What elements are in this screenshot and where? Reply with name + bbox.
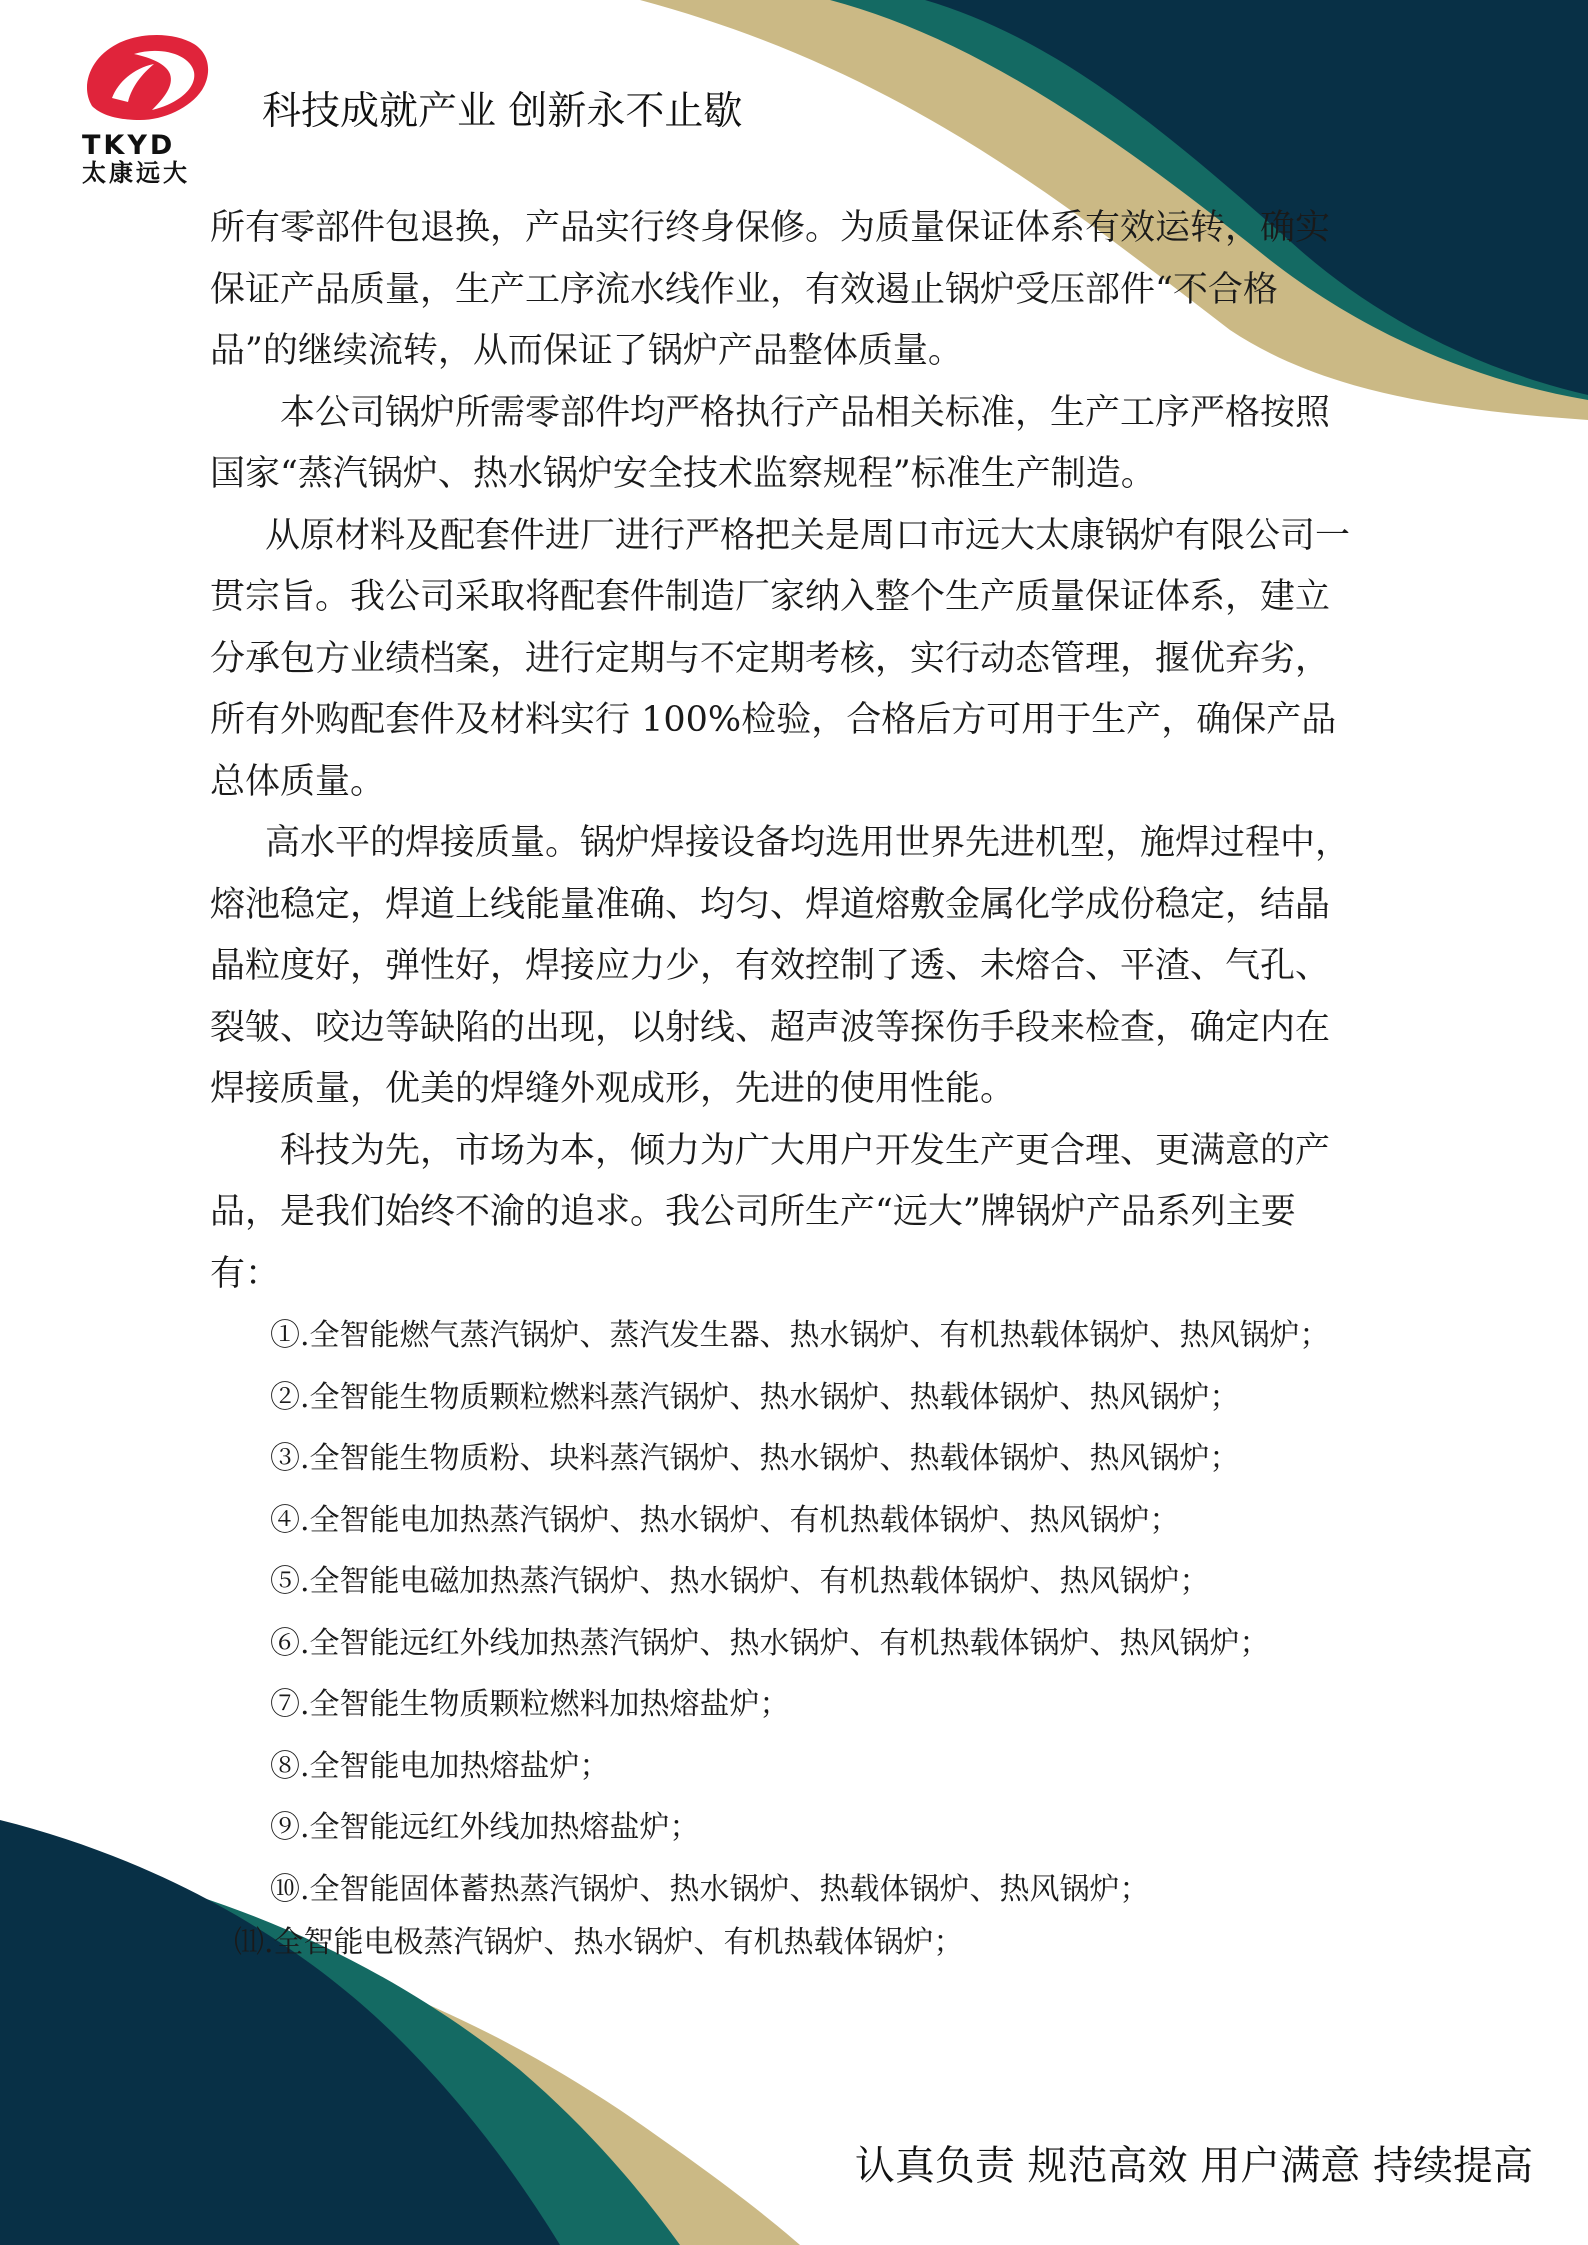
paragraph: 从原材料及配套件进厂进行严格把关是周口市远大太康锅炉有限公司一贯宗旨。我公司采取将配套件制造厂家纳入整个生产质量保证体系，建立分承包方业绩档案，进行定期与不定期考核，实行动态管理，揠优弃劣，所有外购配套件及材料实行 100%检验，合格后方可用于生产，确保产品总体质量。 bbox=[210, 515, 1351, 802]
list-item: ⑾.全智能电极蒸汽锅炉、热水锅炉、有机热载体锅炉； bbox=[234, 1925, 964, 1960]
list-item: ④.全智能电加热蒸汽锅炉、热水锅炉、有机热载体锅炉、热风锅炉； bbox=[270, 1502, 1180, 1538]
list-item: ⑩.全智能固体蓄热蒸汽锅炉、热水锅炉、热载体锅炉、热风锅炉； bbox=[270, 1871, 1150, 1907]
product-list bbox=[210, 1305, 1360, 1966]
company-logo bbox=[82, 28, 222, 188]
list-item: ⑨.全智能远红外线加热熔盐炉； bbox=[270, 1810, 700, 1845]
list-item: ⑥.全智能远红外线加热蒸汽锅炉、热水锅炉、有机热载体锅炉、热风锅炉； bbox=[270, 1625, 1270, 1661]
paragraph: 高水平的焊接质量。锅炉焊接设备均选用世界先进机型，施焊过程中，熔池稳定，焊道上线能量准确、均匀、焊道熔敷金属化学成份稳定，结晶晶粒度好，弹性好，焊接应力少，有效控制了透、未熔合、平渣、气孔、裂皱、咬边等缺陷的出现，以射线、超声波等探伤手段来检查，确定内在焊接质量，优美的焊缝外观成形，先进的使用性能。 bbox=[210, 823, 1351, 1109]
paragraph: 所有零部件包退换，产品实行终身保修。为质量保证体系有效运转，确实保证产品质量，生产工序流水线作业，有效遏止锅炉受压部件“不合格品”的继续流转，从而保证了锅炉产品整体质量。 bbox=[210, 208, 1331, 371]
footer-slogan: 认真负责 规范高效 用户满意 持续提高 bbox=[854, 2143, 1533, 2189]
logo-latin-text: TKYD bbox=[82, 130, 176, 161]
paragraph: 科技为先，市场为本，倾力为广大用户开发生产更合理、更满意的产品，是我们始终不渝的追求。我公司所生产“远大”牌锅炉产品系列主要有： bbox=[210, 1130, 1331, 1294]
header-slogan: 科技成就产业 创新永不止歇 bbox=[262, 89, 743, 134]
list-item: ⑤.全智能电磁加热蒸汽锅炉、热水锅炉、有机热载体锅炉、热风锅炉； bbox=[270, 1564, 1210, 1599]
paragraph: 本公司锅炉所需零部件均严格执行产品相关标准，生产工序严格按照国家“蒸汽锅炉、热水锅炉安全技术监察规程”标准生产制造。 bbox=[210, 392, 1331, 494]
body-text bbox=[210, 198, 1360, 1305]
list-item: ⑧.全智能电加热熔盐炉； bbox=[270, 1748, 610, 1784]
list-item: ②.全智能生物质颗粒燃料蒸汽锅炉、热水锅炉、热载体锅炉、热风锅炉； bbox=[270, 1379, 1240, 1415]
list-item: ⑦.全智能生物质颗粒燃料加热熔盐炉； bbox=[270, 1687, 790, 1722]
list-item: ③.全智能生物质粉、块料蒸汽锅炉、热水锅炉、热载体锅炉、热风锅炉； bbox=[270, 1441, 1240, 1476]
tkyd-logo-icon bbox=[82, 28, 222, 138]
list-item: ①.全智能燃气蒸汽锅炉、蒸汽发生器、热水锅炉、有机热载体锅炉、热风锅炉； bbox=[270, 1318, 1330, 1353]
logo-chinese-text: 太康远大 bbox=[82, 159, 190, 187]
